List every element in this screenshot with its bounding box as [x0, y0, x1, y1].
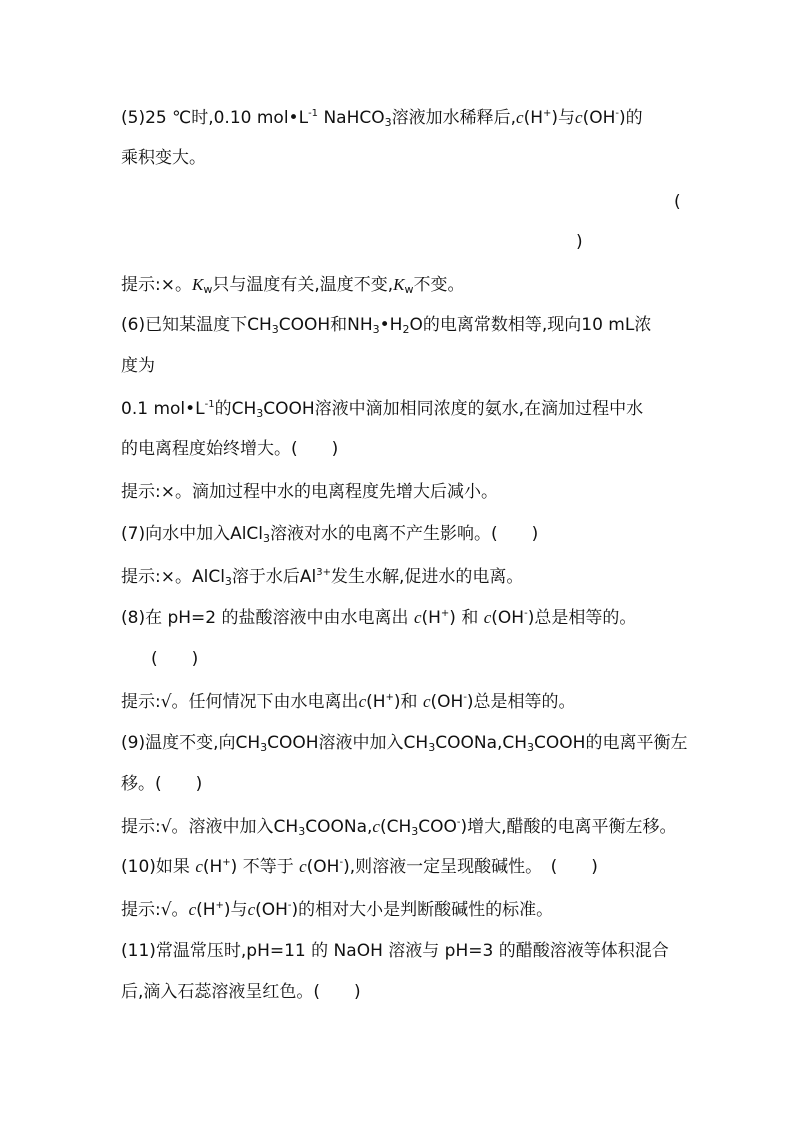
q5-hint: 提示:×。$K_w$只与温度有关,温度不变$,K_w$不变。	[121, 275, 465, 296]
q8-bracket: ( )	[151, 649, 199, 669]
q5-line2: 乘积变大。	[121, 148, 206, 168]
q7-line1: (7)向水中加入AlCl$_3$溶液对水的电离不产生影响。( )	[121, 524, 539, 545]
q5-bracket-open: (	[674, 192, 681, 212]
q6-hint: 提示:×。滴加过程中水的电离程度先增大后减小。	[121, 482, 498, 502]
q9-hint: 提示:√。溶液中加入$CH_3COONa,c(CH_3COO^-)$增大,醋酸的电离平衡左移。	[121, 817, 677, 838]
q7-hint: 提示:×。AlCl$_3$溶于水后$Al^{3+}$发生水解,促进水的电离。	[121, 567, 524, 588]
q6-line4: 的电离程度始终增大。( )	[121, 439, 339, 459]
q8-line1: (8)在 pH=2 的盐酸溶液中由水电离出 c(H+) 和 c(OH-)总是相等的。	[121, 608, 637, 628]
q6-line1: (6)已知某温度下$CH_3COOH$和$NH_3•H_2O$的电离常数相等,现向10 mL浓	[121, 315, 652, 336]
q10-line1: (10)如果 c(H+) 不等于 c(OH-),则溶液一定呈现酸碱性。 ( )	[121, 857, 598, 877]
q11-line1: (11)常温常压时,pH=11 的 NaOH 溶液与 pH=3 的醋酸溶液等体积混合	[121, 941, 669, 961]
q6-line2: 度为	[121, 356, 155, 376]
q11-line2: 后,滴入石蕊溶液呈红色。( )	[121, 982, 361, 1002]
q8-hint: 提示:√。任何情况下由水电离出c(H+)和 c(OH-)总是相等的。	[121, 692, 576, 712]
q9-line1: (9)温度不变,向$CH_3COOH$溶液中加入$CH_3COONa,CH_3COOH$的电离平衡左	[121, 733, 688, 754]
q10-hint: 提示:√。c(H+)与c(OH-)的相对大小是判断酸碱性的标准。	[121, 900, 554, 920]
q5-line1: (5)25 ℃时,0.10 $mol•L^{-1}$ NaHCO$_3$溶液加水稀释后,c(H+)与c(OH-)的	[121, 108, 643, 129]
q5-bracket-close: )	[576, 232, 583, 252]
q6-line3: 0.1 $mol•L^{-1}$的$CH_3COOH$溶液中滴加相同浓度的氨水,在滴加过程中水	[121, 399, 644, 420]
q9-line2: 移。( )	[121, 774, 203, 794]
